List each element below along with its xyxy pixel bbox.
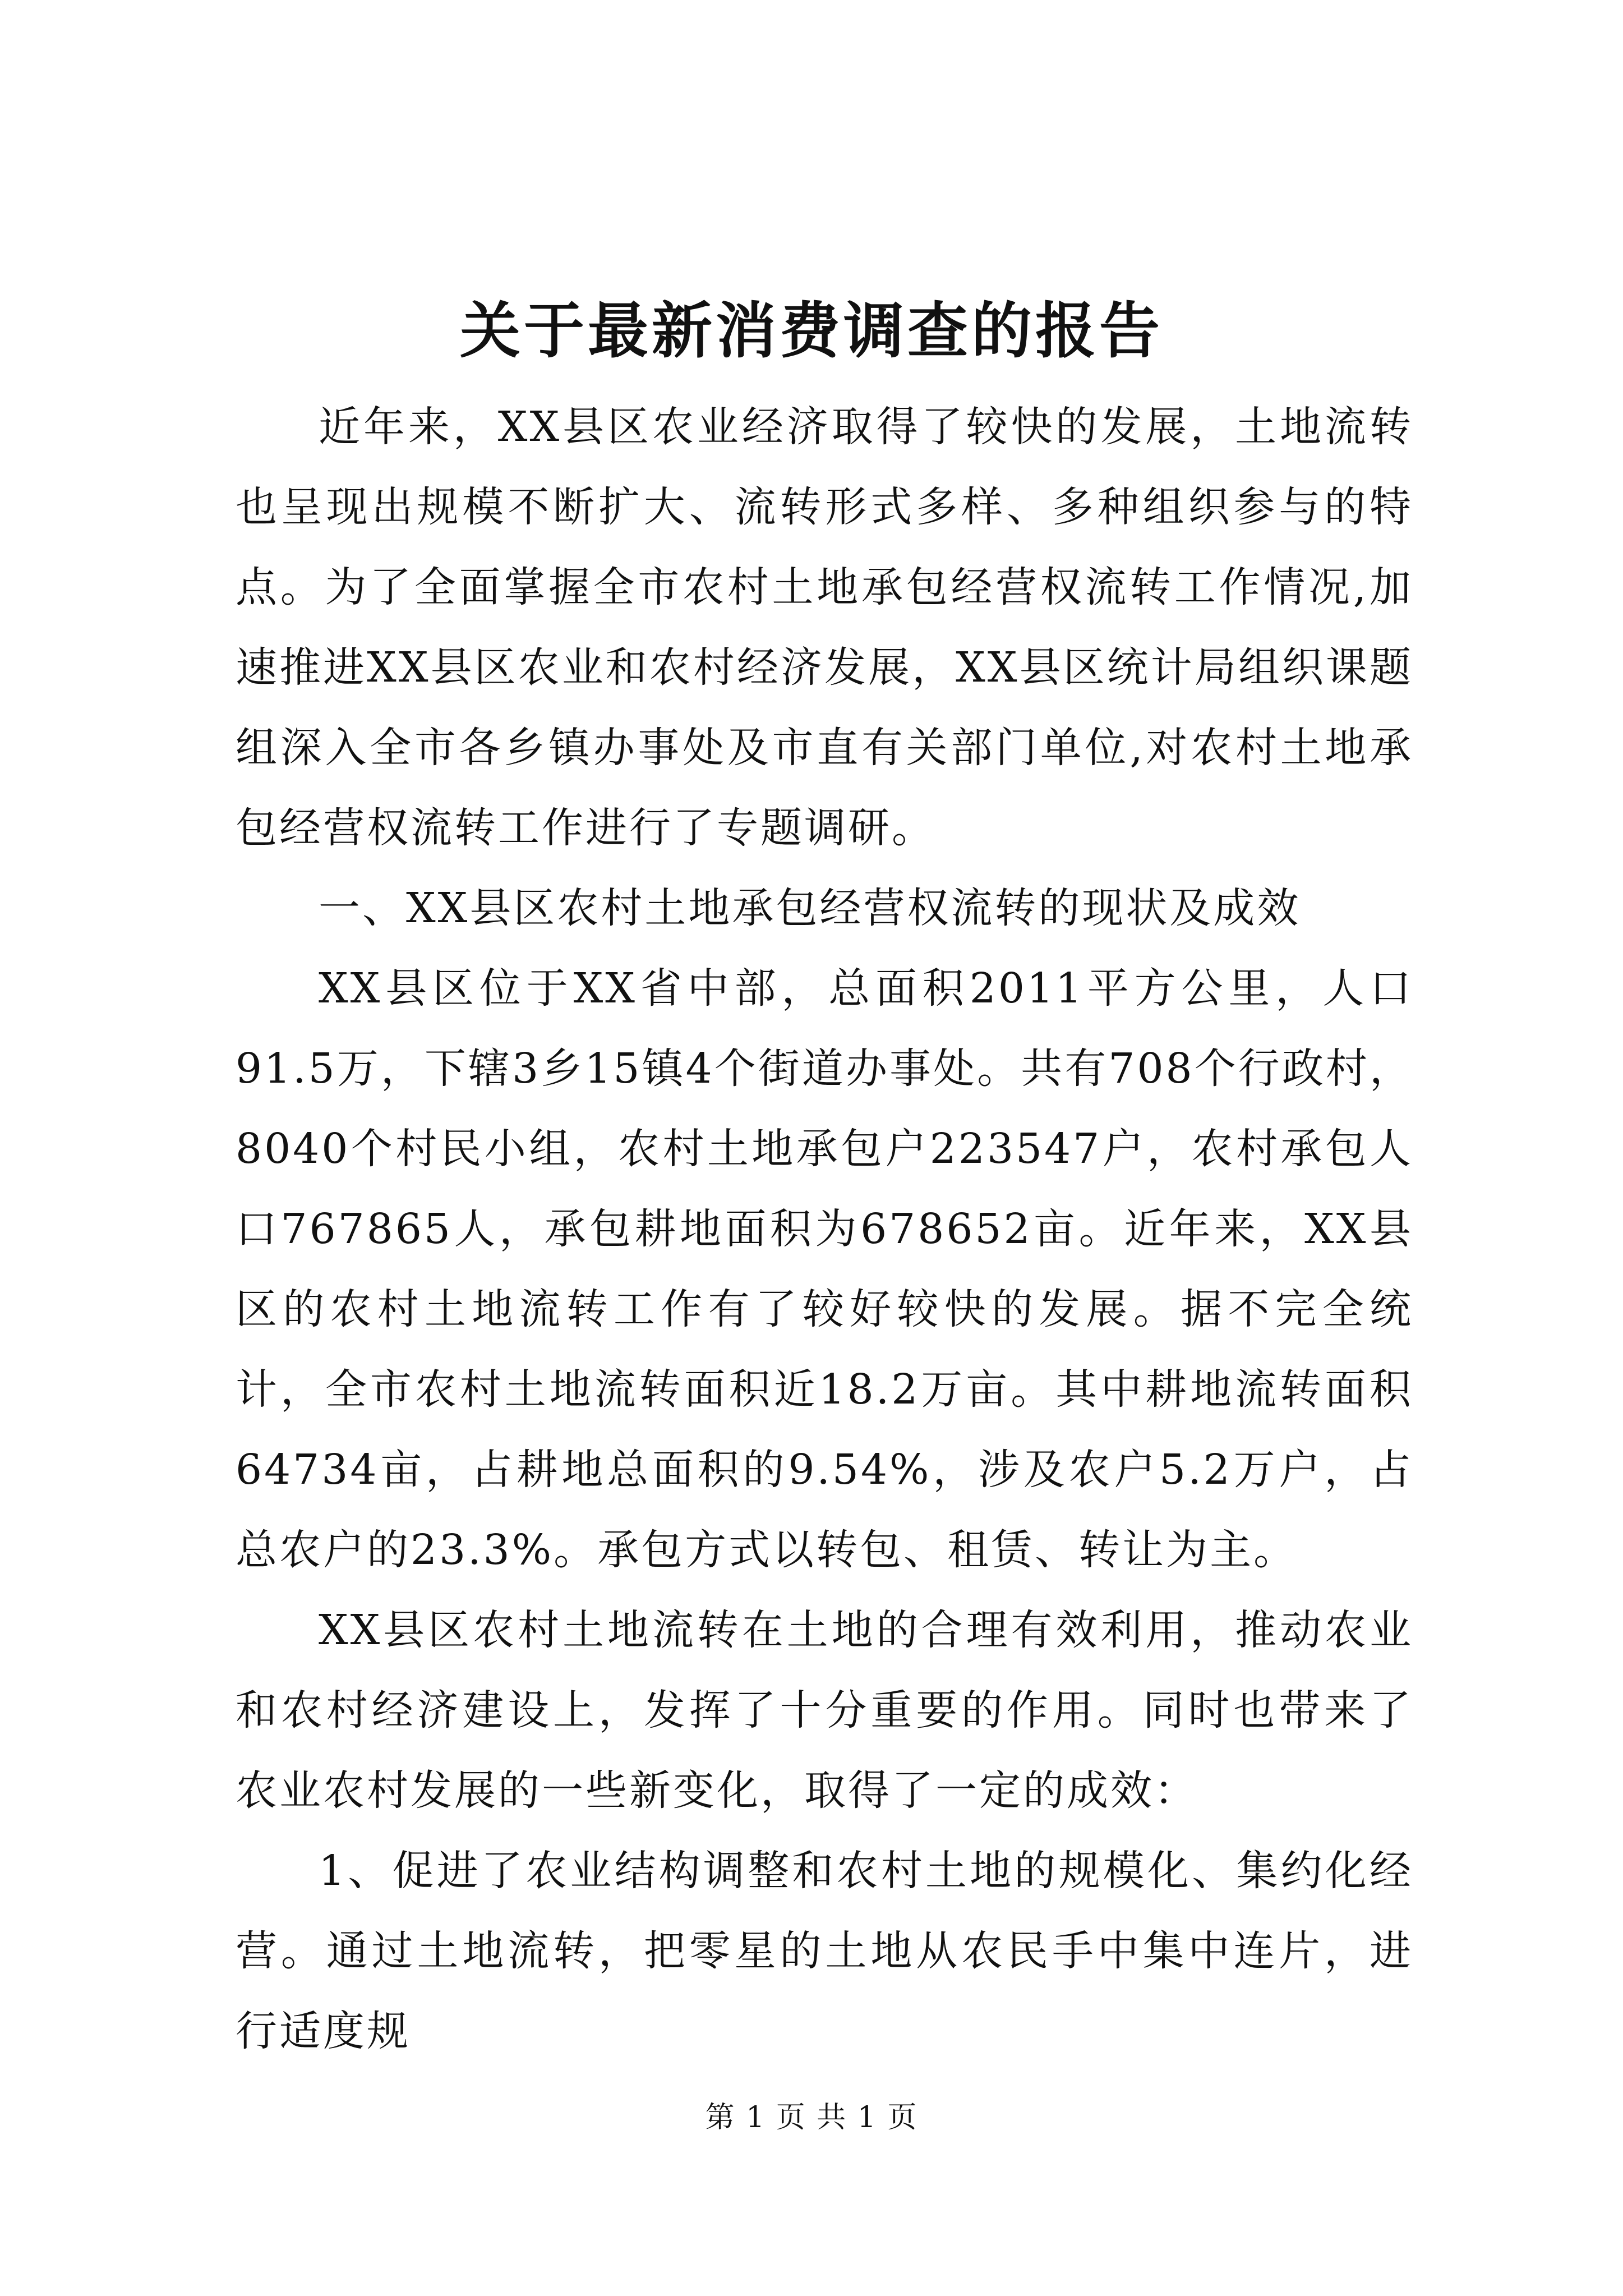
page-number-footer: 第 1 页 共 1 页: [705, 2101, 918, 2134]
document-body: [236, 387, 1413, 2072]
status-paragraph: XX县区位于XX省中部，总面积2011平方公里，人口91.5万，下辖3乡15镇4个街道办事处。共有708个行政村，8040个村民小组，农村土地承包户223547户，农村承包人口767865人，承包耕地面积为678652亩。近年来，XX县区的农村土地流转工作有了较好较快的发展。据不完全统计，全市农村土地流转面积近18.2万亩。其中耕地流转面积64734亩，占耕地总面积的9.54%，涉及农户5.2万户，占总农户的23.3%。承包方式以转包、租赁、转让为主。: [236, 964, 1413, 1574]
effects-paragraph: XX县区农村土地流转在土地的合理有效利用，推动农业和农村经济建设上，发挥了十分重要的作用。同时也带来了农业农村发展的一些新变化，取得了一定的成效：: [236, 1606, 1413, 1815]
point-one-paragraph: 1、促进了农业结构调整和农村土地的规模化、集约化经营。通过土地流转，把零星的土地从农民手中集中连片，进行适度规: [236, 1847, 1413, 2055]
section-heading: 一、XX县区农村土地承包经营权流转的现状及成效: [319, 884, 1301, 932]
intro-paragraph: 近年来，XX县区农业经济取得了较快的发展，土地流转也呈现出规模不断扩大、流转形式多样、多种组织参与的特点。为了全面掌握全市农村土地承包经营权流转工作情况,加速推进XX县区农业和农村经济发展，XX县区统计局组织课题组深入全市各乡镇办事处及市直有关部门单位,对农村土地承包经营权流转工作进行了专题调研。: [236, 403, 1413, 852]
document-title: 关于最新消费调查的报告: [459, 296, 1163, 366]
